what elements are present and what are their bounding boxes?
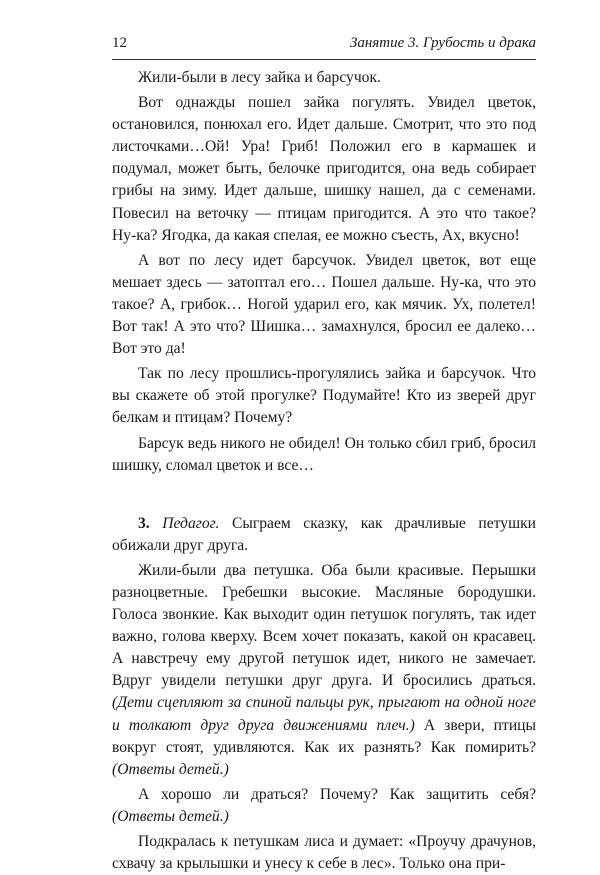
paragraph: Подкралась к петушкам лиса и думает: «Проучу драчунов, схвачу за крылышки и унесу к себе в лес». Только она при-: [112, 833, 536, 873]
section-3-intro: [112, 513, 536, 557]
stage-direction: (Ответы детей.): [112, 760, 229, 778]
page-body: [112, 67, 536, 875]
paragraph-text: Жили-были два петушка. Оба были красивые. Перышки разноцветные. Гребешки высокие. Масляные бородушки. Голоса звонкие. Как выходит один петушок погулять, так идет важно, голова кверху. Всем хочет показать, какой он красавец. А навстречу ему другой петушок идет, никого не замечает. Вдруг увидели петушки друг друга. И бросились драться.: [112, 561, 536, 690]
page-number: 12: [112, 35, 127, 51]
paragraph: А вот по лесу идет барсучок. Увидел цветок, вот еще мешает здесь — затоптал его… Пошел дальше. Ну-ка, что это такое? А, грибок… Ногой ударил его, как мячик. Ух, полетел! Вот так! А это что? Шишка… замахнулся, бросил ее далеко… Вот это да!: [112, 251, 536, 358]
paragraph: Жили-были в лесу зайка и барсучок.: [138, 69, 381, 86]
speaker-role: Педагог.: [162, 514, 220, 532]
paragraph: Барсук ведь никого не обидел! Он только сбил гриб, бросил шишку, сломал цветок и все…: [112, 434, 536, 474]
paragraph: [112, 784, 536, 828]
section-number: 3.: [138, 514, 150, 532]
stage-direction: (Ответы детей.): [112, 807, 229, 825]
section-intro-text: Сыграем сказку, как драчливые петушки обижали друг друга.: [112, 514, 536, 554]
stage-direction: (Дети сцепляют за спиной пальцы рук, прыгают на одной ноге и толкают друг друга движениями плеч.): [112, 694, 536, 734]
paragraph: [112, 560, 536, 781]
running-title: Занятие 3. Грубость и драка: [349, 35, 536, 51]
paragraph-text: А хорошо ли драться? Почему? Как защитить себя?: [138, 785, 536, 803]
paragraph: Так по лесу прошлись-прогулялись зайка и барсучок. Что вы скажете об этой прогулке? Подумайте! Кто из зверей друг белкам и птицам? Почему?: [112, 365, 536, 427]
paragraph: Вот однажды пошел зайка погулять. Увидел цветок, остановился, понюхал его. Идет дальше. Смотрит, что это под листочками…Ой! Ура! Гриб! Положил его в кармашек и подумал, может быть, белочке пригодится, она ведь собирает грибы на зиму. Идет дальше, шишку нашел, да с семенами. Повесил на веточку — птицам пригодится. А это что такое? Ну-ка? Ягодка, да какая спелая, ее можно съесть, Ах, вкусно!: [112, 94, 536, 244]
paragraph-text: А звери, птицы вокруг стоят, удивляются. Как их разнять? Как помирить?: [112, 716, 537, 756]
running-header: [112, 33, 536, 60]
